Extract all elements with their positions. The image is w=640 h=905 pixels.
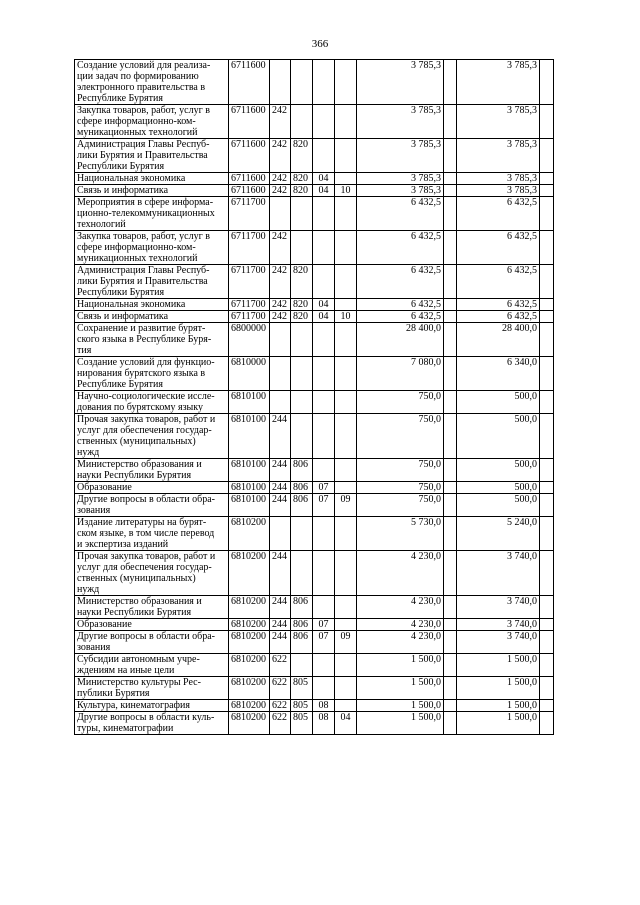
spacer-cell (444, 482, 457, 494)
expense-type (270, 357, 291, 391)
target-code: 6810100 (229, 482, 270, 494)
row-name: Научно-социологические иссле- дования по бурятскому языку (75, 391, 229, 414)
spacer-cell (540, 391, 554, 414)
spacer-cell (444, 459, 457, 482)
spacer-cell (444, 60, 457, 105)
expense-type (270, 391, 291, 414)
row-name: Прочая закупка товаров, работ и услуг для обеспечения государ- ственных (муниципальных) нужд (75, 551, 229, 596)
expense-type (270, 517, 291, 551)
spacer-cell (444, 494, 457, 517)
spacer-cell (540, 299, 554, 311)
spacer-cell (540, 631, 554, 654)
spacer-cell (540, 139, 554, 173)
section-code (313, 459, 335, 482)
department-code: 820 (291, 173, 313, 185)
row-name: Национальная экономика (75, 173, 229, 185)
spacer-cell (444, 631, 457, 654)
subsection-code (335, 551, 357, 596)
target-code: 6711700 (229, 311, 270, 323)
amount-second: 3 740,0 (457, 619, 540, 631)
table-row (75, 60, 554, 105)
section-code (313, 60, 335, 105)
target-code: 6810200 (229, 517, 270, 551)
spacer-cell (540, 311, 554, 323)
target-code: 6711700 (229, 265, 270, 299)
section-code (313, 139, 335, 173)
amount-second: 3 785,3 (457, 105, 540, 139)
amount-second: 500,0 (457, 494, 540, 517)
table-row (75, 517, 554, 551)
target-code: 6810200 (229, 654, 270, 677)
target-code: 6810200 (229, 619, 270, 631)
amount-first: 3 785,3 (357, 139, 444, 173)
target-code: 6711700 (229, 299, 270, 311)
amount-second: 1 500,0 (457, 700, 540, 712)
department-code (291, 105, 313, 139)
subsection-code (335, 654, 357, 677)
row-name: Министерство культуры Рес- публики Бурятия (75, 677, 229, 700)
section-code: 08 (313, 700, 335, 712)
spacer-cell (444, 700, 457, 712)
row-name: Национальная экономика (75, 299, 229, 311)
table-row (75, 139, 554, 173)
amount-second: 6 432,5 (457, 265, 540, 299)
section-code: 07 (313, 619, 335, 631)
spacer-cell (540, 185, 554, 197)
spacer-cell (444, 712, 457, 735)
table-row (75, 311, 554, 323)
spacer-cell (444, 414, 457, 459)
department-code: 806 (291, 459, 313, 482)
budget-table (74, 59, 554, 735)
amount-first: 28 400,0 (357, 323, 444, 357)
department-code: 806 (291, 619, 313, 631)
spacer-cell (540, 173, 554, 185)
row-name: Культура, кинематография (75, 700, 229, 712)
amount-first: 750,0 (357, 494, 444, 517)
subsection-code (335, 459, 357, 482)
amount-second: 1 500,0 (457, 677, 540, 700)
amount-first: 3 785,3 (357, 60, 444, 105)
spacer-cell (540, 482, 554, 494)
row-name: Связь и информатика (75, 311, 229, 323)
table-row (75, 323, 554, 357)
row-name: Связь и информатика (75, 185, 229, 197)
expense-type: 622 (270, 654, 291, 677)
section-code (313, 105, 335, 139)
spacer-cell (444, 357, 457, 391)
expense-type: 244 (270, 494, 291, 517)
spacer-cell (540, 654, 554, 677)
expense-type: 242 (270, 231, 291, 265)
subsection-code: 10 (335, 311, 357, 323)
target-code: 6711600 (229, 60, 270, 105)
amount-second: 1 500,0 (457, 654, 540, 677)
spacer-cell (540, 596, 554, 619)
target-code: 6810200 (229, 631, 270, 654)
spacer-cell (444, 596, 457, 619)
section-code (313, 596, 335, 619)
table-row (75, 105, 554, 139)
spacer-cell (540, 700, 554, 712)
subsection-code (335, 197, 357, 231)
section-code: 04 (313, 311, 335, 323)
row-name: Субсидии автономным учре- ждениям на иные цели (75, 654, 229, 677)
target-code: 6810200 (229, 596, 270, 619)
spacer-cell (540, 60, 554, 105)
spacer-cell (444, 517, 457, 551)
subsection-code (335, 265, 357, 299)
amount-second: 6 340,0 (457, 357, 540, 391)
amount-first: 750,0 (357, 414, 444, 459)
target-code: 6810100 (229, 459, 270, 482)
expense-type: 242 (270, 139, 291, 173)
department-code: 805 (291, 700, 313, 712)
department-code: 805 (291, 677, 313, 700)
subsection-code (335, 677, 357, 700)
expense-type: 242 (270, 265, 291, 299)
section-code (313, 357, 335, 391)
amount-second: 6 432,5 (457, 311, 540, 323)
expense-type: 244 (270, 551, 291, 596)
amount-first: 750,0 (357, 391, 444, 414)
target-code: 6711700 (229, 231, 270, 265)
target-code: 6711600 (229, 105, 270, 139)
subsection-code (335, 299, 357, 311)
table-row (75, 712, 554, 735)
department-code (291, 414, 313, 459)
expense-type: 622 (270, 712, 291, 735)
amount-second: 3 740,0 (457, 551, 540, 596)
section-code: 07 (313, 631, 335, 654)
department-code (291, 60, 313, 105)
section-code (313, 414, 335, 459)
department-code (291, 323, 313, 357)
department-code (291, 551, 313, 596)
spacer-cell (540, 712, 554, 735)
spacer-cell (540, 265, 554, 299)
row-name: Администрация Главы Респуб- лики Бурятия и Правительства Республики Бурятия (75, 139, 229, 173)
target-code: 6810200 (229, 712, 270, 735)
row-name: Министерство образования и науки Республики Бурятия (75, 459, 229, 482)
amount-first: 4 230,0 (357, 551, 444, 596)
amount-second: 5 240,0 (457, 517, 540, 551)
amount-first: 3 785,3 (357, 105, 444, 139)
table-row (75, 231, 554, 265)
expense-type (270, 60, 291, 105)
amount-second: 3 785,3 (457, 139, 540, 173)
spacer-cell (444, 311, 457, 323)
spacer-cell (444, 265, 457, 299)
spacer-cell (444, 139, 457, 173)
department-code (291, 197, 313, 231)
spacer-cell (444, 654, 457, 677)
subsection-code (335, 231, 357, 265)
amount-second: 3 740,0 (457, 631, 540, 654)
row-name: Другие вопросы в области обра- зования (75, 494, 229, 517)
target-code: 6711600 (229, 139, 270, 173)
section-code (313, 551, 335, 596)
spacer-cell (540, 323, 554, 357)
table-row (75, 173, 554, 185)
row-name: Администрация Главы Респуб- лики Бурятия и Правительства Республики Бурятия (75, 265, 229, 299)
amount-first: 7 080,0 (357, 357, 444, 391)
department-code (291, 357, 313, 391)
expense-type: 242 (270, 173, 291, 185)
expense-type: 244 (270, 596, 291, 619)
department-code: 805 (291, 712, 313, 735)
subsection-code (335, 700, 357, 712)
spacer-cell (444, 105, 457, 139)
section-code (313, 677, 335, 700)
expense-type: 242 (270, 311, 291, 323)
spacer-cell (540, 494, 554, 517)
spacer-cell (540, 357, 554, 391)
amount-first: 3 785,3 (357, 185, 444, 197)
table-row (75, 414, 554, 459)
row-name: Сохранение и развитие бурят- ского языка в Республике Буря- тия (75, 323, 229, 357)
amount-second: 6 432,5 (457, 197, 540, 231)
table-row (75, 197, 554, 231)
page-number: 366 (311, 38, 329, 50)
department-code (291, 391, 313, 414)
section-code (313, 197, 335, 231)
department-code: 820 (291, 139, 313, 173)
row-name: Другие вопросы в области куль- туры, кинематографии (75, 712, 229, 735)
spacer-cell (540, 197, 554, 231)
row-name: Образование (75, 482, 229, 494)
spacer-cell (540, 414, 554, 459)
row-name: Закупка товаров, работ, услуг в сфере информационно-ком- муникационных технологий (75, 231, 229, 265)
spacer-cell (540, 517, 554, 551)
amount-first: 750,0 (357, 459, 444, 482)
target-code: 6810100 (229, 414, 270, 459)
row-name: Другие вопросы в области обра- зования (75, 631, 229, 654)
spacer-cell (540, 677, 554, 700)
spacer-cell (540, 551, 554, 596)
subsection-code (335, 596, 357, 619)
amount-second: 1 500,0 (457, 712, 540, 735)
amount-first: 6 432,5 (357, 299, 444, 311)
spacer-cell (540, 619, 554, 631)
department-code: 806 (291, 482, 313, 494)
target-code: 6800000 (229, 323, 270, 357)
row-name: Создание условий для реализа- ции задач по формированию электронного правительства в Республике Бурятия (75, 60, 229, 105)
table-row (75, 265, 554, 299)
amount-first: 4 230,0 (357, 631, 444, 654)
section-code (313, 654, 335, 677)
table-row (75, 700, 554, 712)
target-code: 6711600 (229, 173, 270, 185)
amount-first: 4 230,0 (357, 596, 444, 619)
amount-second: 500,0 (457, 482, 540, 494)
section-code: 07 (313, 482, 335, 494)
spacer-cell (444, 391, 457, 414)
amount-second: 500,0 (457, 459, 540, 482)
subsection-code (335, 105, 357, 139)
amount-first: 6 432,5 (357, 311, 444, 323)
subsection-code (335, 139, 357, 173)
section-code: 04 (313, 173, 335, 185)
expense-type (270, 197, 291, 231)
spacer-cell (444, 173, 457, 185)
amount-first: 1 500,0 (357, 654, 444, 677)
row-name: Создание условий для функцио- нирования бурятского языка в Республике Бурятия (75, 357, 229, 391)
target-code: 6810200 (229, 677, 270, 700)
section-code (313, 517, 335, 551)
expense-type: 622 (270, 700, 291, 712)
subsection-code: 09 (335, 494, 357, 517)
spacer-cell (540, 105, 554, 139)
amount-first: 4 230,0 (357, 619, 444, 631)
expense-type (270, 323, 291, 357)
section-code: 07 (313, 494, 335, 517)
section-code (313, 391, 335, 414)
spacer-cell (540, 459, 554, 482)
amount-second: 3 785,3 (457, 173, 540, 185)
amount-second: 3 785,3 (457, 60, 540, 105)
table-row (75, 299, 554, 311)
department-code: 806 (291, 631, 313, 654)
expense-type: 244 (270, 459, 291, 482)
department-code: 820 (291, 185, 313, 197)
expense-type: 244 (270, 482, 291, 494)
expense-type: 622 (270, 677, 291, 700)
department-code (291, 654, 313, 677)
row-name: Мероприятия в сфере информа- ционно-телекоммуникационных технологий (75, 197, 229, 231)
section-code (313, 231, 335, 265)
subsection-code: 09 (335, 631, 357, 654)
section-code (313, 323, 335, 357)
amount-first: 1 500,0 (357, 677, 444, 700)
table-row (75, 459, 554, 482)
spacer-cell (444, 299, 457, 311)
department-code (291, 231, 313, 265)
spacer-cell (444, 185, 457, 197)
amount-second: 500,0 (457, 414, 540, 459)
subsection-code (335, 517, 357, 551)
spacer-cell (540, 231, 554, 265)
amount-first: 5 730,0 (357, 517, 444, 551)
section-code: 04 (313, 299, 335, 311)
target-code: 6810200 (229, 551, 270, 596)
spacer-cell (444, 677, 457, 700)
department-code: 820 (291, 299, 313, 311)
subsection-code (335, 619, 357, 631)
spacer-cell (444, 551, 457, 596)
amount-first: 1 500,0 (357, 712, 444, 735)
department-code: 806 (291, 596, 313, 619)
amount-second: 28 400,0 (457, 323, 540, 357)
table-row (75, 677, 554, 700)
table-row (75, 482, 554, 494)
subsection-code (335, 60, 357, 105)
department-code: 820 (291, 265, 313, 299)
spacer-cell (444, 619, 457, 631)
table-row (75, 596, 554, 619)
section-code: 04 (313, 185, 335, 197)
row-name: Издание литературы на бурят- ском языке, в том числе перевод и экспертиза изданий (75, 517, 229, 551)
department-code: 820 (291, 311, 313, 323)
subsection-code (335, 414, 357, 459)
amount-first: 1 500,0 (357, 700, 444, 712)
amount-first: 6 432,5 (357, 197, 444, 231)
amount-second: 6 432,5 (457, 299, 540, 311)
table-row (75, 551, 554, 596)
row-name: Министерство образования и науки Республики Бурятия (75, 596, 229, 619)
expense-type: 242 (270, 105, 291, 139)
expense-type: 242 (270, 299, 291, 311)
target-code: 6810000 (229, 357, 270, 391)
table-row (75, 631, 554, 654)
amount-first: 3 785,3 (357, 173, 444, 185)
target-code: 6810100 (229, 391, 270, 414)
amount-first: 750,0 (357, 482, 444, 494)
row-name: Прочая закупка товаров, работ и услуг для обеспечения государ- ственных (муниципальных) нужд (75, 414, 229, 459)
expense-type: 244 (270, 619, 291, 631)
amount-first: 6 432,5 (357, 265, 444, 299)
amount-second: 3 785,3 (457, 185, 540, 197)
department-code: 806 (291, 494, 313, 517)
amount-second: 3 740,0 (457, 596, 540, 619)
spacer-cell (444, 197, 457, 231)
target-code: 6711600 (229, 185, 270, 197)
budget-table-body (75, 60, 554, 735)
subsection-code (335, 391, 357, 414)
row-name: Образование (75, 619, 229, 631)
target-code: 6810200 (229, 700, 270, 712)
section-code: 08 (313, 712, 335, 735)
department-code (291, 517, 313, 551)
amount-second: 500,0 (457, 391, 540, 414)
expense-type: 244 (270, 414, 291, 459)
row-name: Закупка товаров, работ, услуг в сфере информационно-ком- муникационных технологий (75, 105, 229, 139)
subsection-code: 04 (335, 712, 357, 735)
table-row (75, 654, 554, 677)
subsection-code (335, 323, 357, 357)
expense-type: 242 (270, 185, 291, 197)
subsection-code (335, 357, 357, 391)
spacer-cell (444, 323, 457, 357)
table-row (75, 391, 554, 414)
amount-second: 6 432,5 (457, 231, 540, 265)
table-row (75, 185, 554, 197)
target-code: 6810100 (229, 494, 270, 517)
table-row (75, 619, 554, 631)
spacer-cell (444, 231, 457, 265)
subsection-code: 10 (335, 185, 357, 197)
table-row (75, 494, 554, 517)
section-code (313, 265, 335, 299)
subsection-code (335, 482, 357, 494)
expense-type: 244 (270, 631, 291, 654)
table-row (75, 357, 554, 391)
target-code: 6711700 (229, 197, 270, 231)
amount-first: 6 432,5 (357, 231, 444, 265)
subsection-code (335, 173, 357, 185)
